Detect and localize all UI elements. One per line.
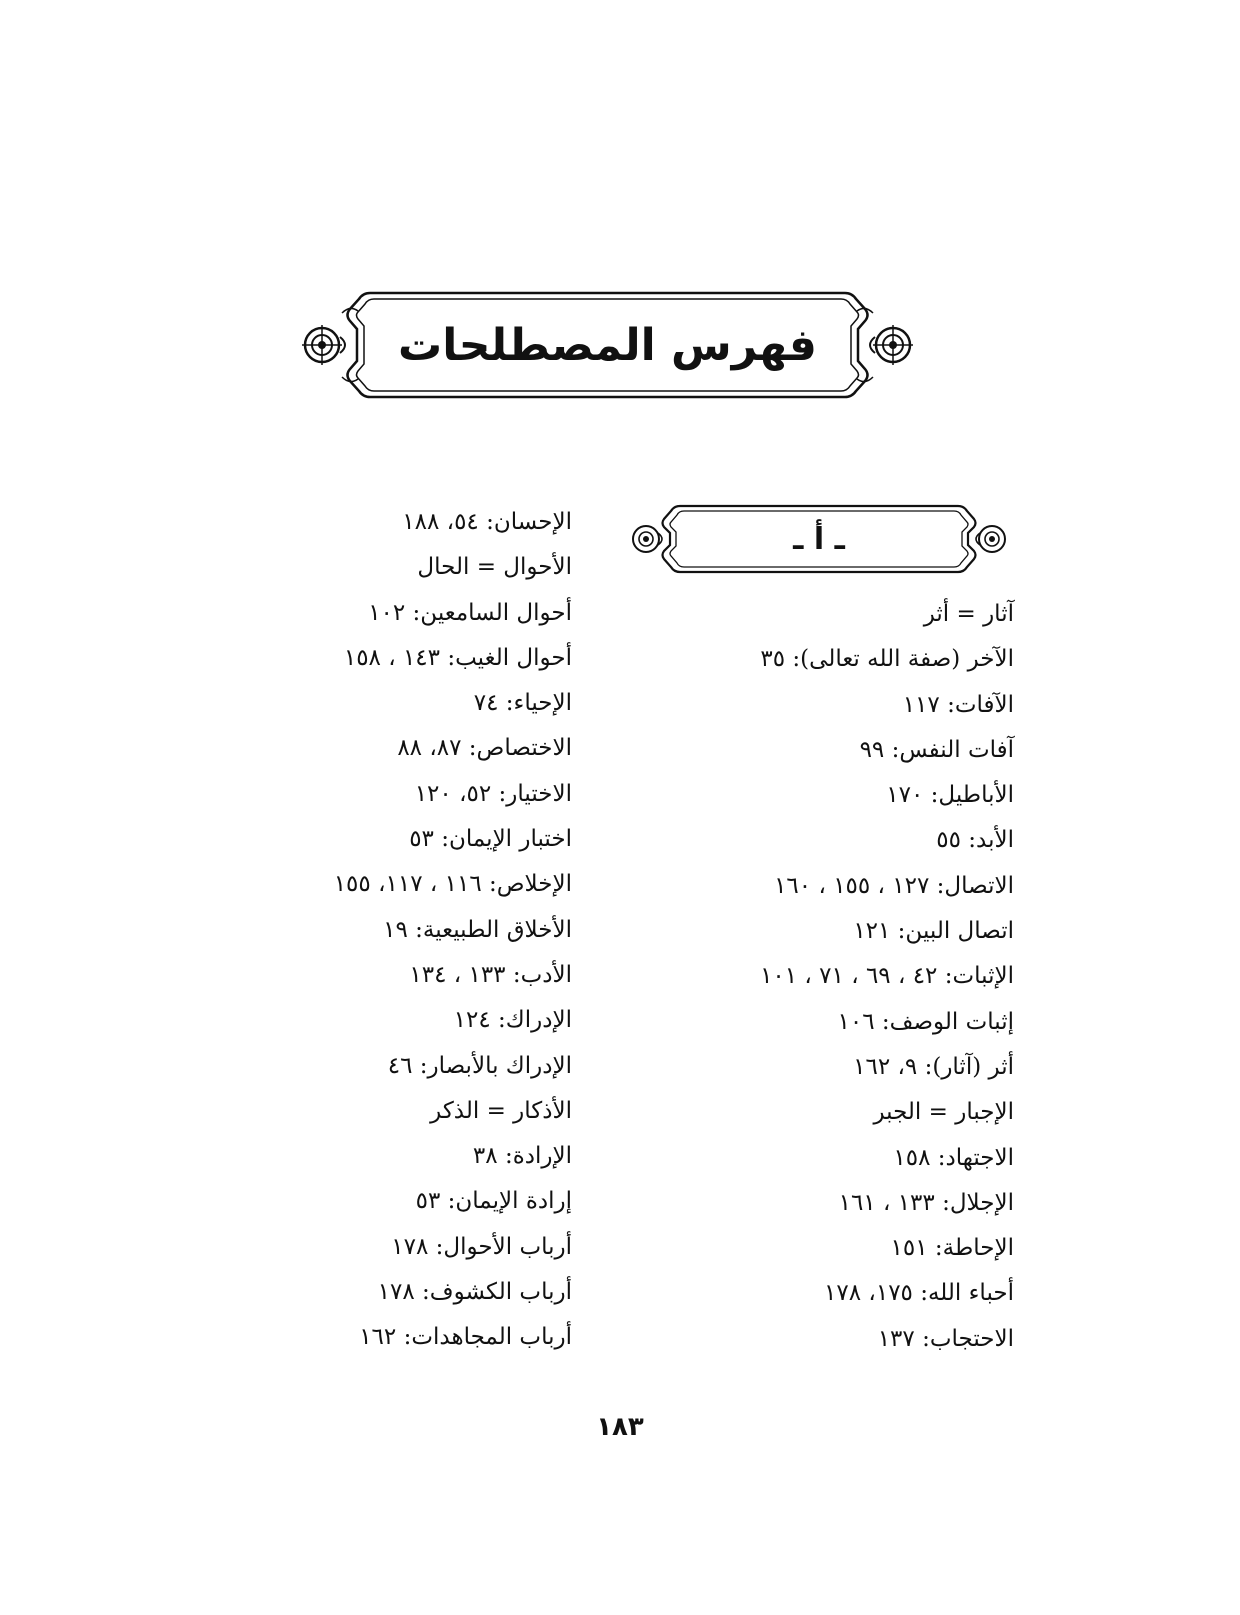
index-entry: الإدراك بالأبصار: ٤٦ bbox=[387, 1052, 572, 1079]
index-entry: أحوال الغيب: ١٤٣ ، ١٥٨ bbox=[343, 644, 572, 671]
index-column-right bbox=[614, 592, 1014, 1362]
index-entry: الإدراك: ١٢٤ bbox=[453, 1007, 572, 1034]
index-entry: إرادة الإيمان: ٥٣ bbox=[415, 1188, 572, 1215]
index-entry: آفات النفس: ٩٩ bbox=[859, 736, 1014, 763]
index-entry: أثر (آثار): ٩، ١٦٢ bbox=[853, 1053, 1014, 1080]
index-entry: اختبار الإيمان: ٥٣ bbox=[409, 826, 572, 853]
index-entry: الإحاطة: ١٥١ bbox=[890, 1235, 1014, 1262]
index-entry: الإحسان: ٥٤، ١٨٨ bbox=[402, 509, 572, 535]
index-entry: الأبد: ٥٥ bbox=[936, 827, 1014, 854]
title-frame bbox=[300, 285, 915, 405]
page-title: فهرس المصطلحات bbox=[398, 319, 817, 371]
index-entry: الآخر (صفة الله تعالى): ٣٥ bbox=[760, 646, 1014, 673]
index-entry: الإحياء: ٧٤ bbox=[473, 690, 572, 717]
section-letter: ـ أ ـ bbox=[793, 521, 845, 557]
index-entry: أحوال السامعين: ١٠٢ bbox=[368, 599, 572, 626]
index-column-left bbox=[142, 500, 572, 1361]
index-entry: الأذكار = الذكر bbox=[430, 1097, 572, 1124]
index-entry: الاختيار: ٥٢، ١٢٠ bbox=[414, 780, 572, 807]
index-entry: الإرادة: ٣٨ bbox=[472, 1143, 572, 1170]
index-entry: إثبات الوصف: ١٠٦ bbox=[837, 1008, 1014, 1035]
index-entry: الاختصاص: ٨٧، ٨٨ bbox=[397, 735, 572, 762]
index-entry: أحباء الله: ١٧٥، ١٧٨ bbox=[824, 1280, 1014, 1307]
index-entry: الإجلال: ١٣٣ ، ١٦١ bbox=[838, 1189, 1014, 1216]
index-entry: أرباب المجاهدات: ١٦٢ bbox=[359, 1324, 572, 1351]
index-entry: الأخلاق الطبيعية: ١٩ bbox=[383, 916, 572, 943]
index-entry: أرباب الأحوال: ١٧٨ bbox=[391, 1233, 572, 1260]
index-entry: اتصال البين: ١٢١ bbox=[853, 918, 1014, 945]
index-entry: الإخلاص: ١١٦ ، ١١٧، ١٥٥ bbox=[333, 871, 572, 898]
section-frame bbox=[628, 500, 1010, 578]
index-entry: الأحوال = الحال bbox=[417, 554, 572, 581]
index-entry: أرباب الكشوف: ١٧٨ bbox=[377, 1279, 572, 1306]
index-entry: الإثبات: ٤٢ ، ٦٩ ، ٧١ ، ١٠١ bbox=[760, 963, 1014, 990]
page-number: ١٨٣ bbox=[596, 1412, 644, 1442]
index-entry: الإجبار = الجبر bbox=[873, 1099, 1014, 1126]
index-entry: الأدب: ١٣٣ ، ١٣٤ bbox=[409, 961, 572, 988]
index-entry: الآفات: ١١٧ bbox=[902, 691, 1014, 718]
index-entry: الاحتجاب: ١٣٧ bbox=[877, 1325, 1014, 1352]
index-entry: الأباطيل: ١٧٠ bbox=[886, 782, 1014, 809]
index-entry: آثار = أثر bbox=[923, 601, 1014, 627]
index-entry: الاجتهاد: ١٥٨ bbox=[893, 1144, 1014, 1171]
index-entry: الاتصال: ١٢٧ ، ١٥٥ ، ١٦٠ bbox=[774, 872, 1014, 899]
